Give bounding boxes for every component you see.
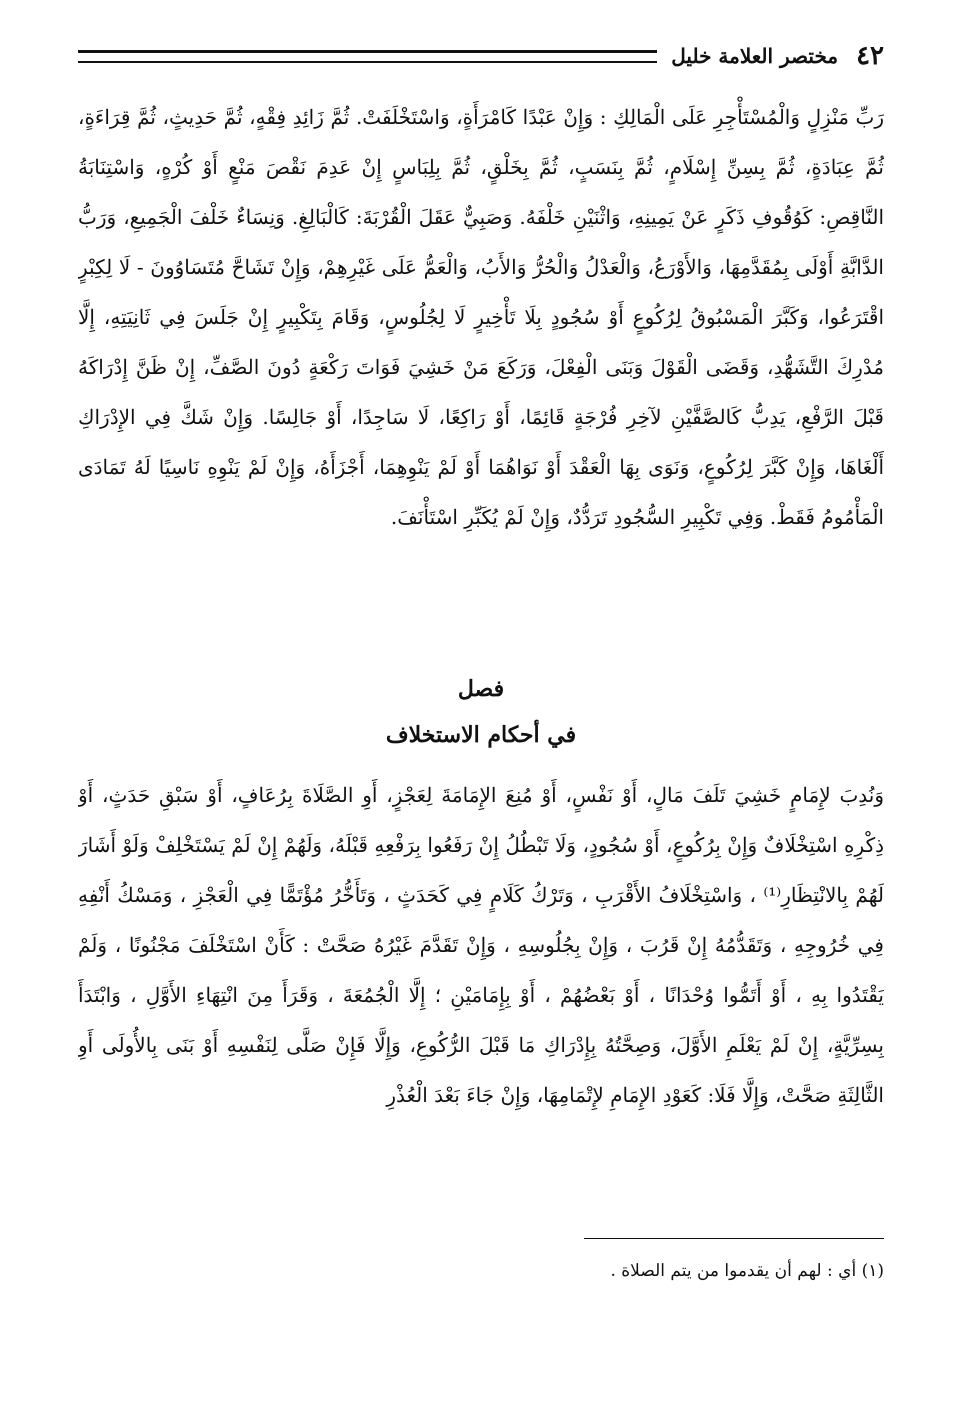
paragraph-text: رَبِّ مَنْزِلٍ وَالْمُسْتَأْجِرِ عَلَى الْمَالِكِ : وَإِنْ عَبْدًا كَامْرَأَةٍ، وَاسْتَخْلَفَتْ. ثُمَّ زَائِدِ فِقْهٍ، ثُمَّ حَدِيثٍ، ثُمَّ قِرَاءَةٍ، ثُمَّ عِبَادَةٍ، ثُمَّ بِسِنِّ إِسْلَامٍ، ثُمَّ بِنَسَبٍ، ثُمَّ بِخَلْقٍ، ثُمَّ بِلِبَاسٍ إِنْ عَدِمَ نَقْصَ مَنْعٍ أَوْ كُرْهٍ، وَاسْتِنَابَةُ النَّاقِصِ: كَوُقُوفِ ذَكَرٍ عَنْ يَمِينِهِ، وَاثْنَيْنِ خَلْفَهُ. وَصَبِيٌّ عَقَلَ الْقُرْبَةَ: كَالْبَالِغِ. وَنِسَاءٌ خَلْفَ الْجَمِيعِ، وَرَبُّ الدَّابَّةِ أَوْلَى بِمُقَدَّمِهَا، وَالأَوْرَعُ، وَالْعَدْلُ وَالْحُرُّ وَالأَبُ، وَالْعَمُّ عَلَى غَيْرِهِمْ، وَإِنْ تَشَاحَّ مُتَسَاوُونَ - لَا لِكِبْرٍ اقْتَرَعُوا، وَكَبَّرَ الْمَسْبُوقُ لِرُكُوعٍ أَوْ سُجُودٍ بِلَا تَأْخِيرٍ لَا لِجُلُوسٍ، وَقَامَ بِتَكْبِيرٍ إِنْ جَلَسَ فِي ثَانِيَتِهِ، إِلَّا مُدْرِكَ التَّشَهُّدِ، وَقَضَى الْقَوْلَ وَبَنَى الْفِعْلَ، وَرَكَعَ مَنْ خَشِيَ فَوَاتَ رَكْعَةٍ دُونَ الصَّفِّ، إِنْ ظَنَّ إِدْرَاكَهُ قَبْلَ الرَّفْعِ، يَدِبُّ كَالصَّفَّيْنِ لآخِرِ فُرْجَةٍ قَائِمًا، أَوْ رَاكِعًا، لَا سَاجِدًا، أَوْ جَالِسًا. وَإِنْ شَكَّ فِي الإِدْرَاكِ أَلْغَاهَا، وَإِنْ كَبَّرَ لِرُكُوعٍ، وَنَوَى بِهَا الْعَقْدَ أَوْ نَوَاهُمَا أَوْ لَمْ يَنْوِهِمَا، أَجْزَأَهُ، وَإِنْ لَمْ يَنْوِهِ نَاسِيًا لَهُ تَمَادَى الْمَأْمُومُ فَقَطْ. وَفِي تَكْبِيرِ السُّجُودِ تَرَدُّدٌ، وَإِنْ لَمْ يُكَبِّرِ اسْتَأْنَفَ. <box>78 105 884 529</box>
page-header <box>78 38 884 74</box>
body-paragraph-1 <box>78 92 884 664</box>
page-number: ٤٢ <box>856 41 884 71</box>
paragraph-text: وَنُدِبَ لإِمَامٍ خَشِيَ تَلَفَ مَالٍ، أَوْ نَفْسٍ، أَوْ مُنِعَ الإِمَامَةَ لِعَجْزٍ، أَوِ الصَّلَاةَ بِرُعَافٍ، أَوْ سَبْقِ حَدَثٍ، أَوْ ذِكْرِهِ اسْتِخْلَافٌ وَإِنْ بِرُكُوعٍ، أَوْ سُجُودٍ، وَلَا تَبْطُلُ إِنْ رَفَعُوا بِرَفْعِهِ قَبْلَهُ، وَلَهُمْ إِنْ لَمْ يَسْتَخْلِفْ وَلَوْ أَشَارَ لَهُمْ بِالانْتِظَارِ⁽¹⁾ ، وَاسْتِخْلَافُ الأَقْرَبِ ، وَتَرْكُ كَلَامٍ فِي كَحَدَثٍ ، وَتَأَخُّرُ مُؤْتَمًّا فِي الْعَجْزِ ، وَمَسْكُ أَنْفِهِ فِي خُرُوجِهِ ، وَتَقَدُّمُهُ إِنْ قَرُبَ ، وَإِنْ بِجُلُوسِهِ ، وَإِنْ تَقَدَّمَ غَيْرُهُ صَحَّتْ : كَأَنْ اسْتَخْلَفَ مَجْنُونًا ، وَلَمْ يَقْتَدُوا بِهِ ، أَوْ أَتَمُّوا وُحْدَانًا ، أَوْ بَعْضُهُمْ ، أَوْ بِإِمَامَيْنِ ؛ إِلَّا الْجُمُعَةَ ، وَقَرَأَ مِنَ انْتِهَاءِ الأَوَّلِ ، وَابْتَدَأَ بِسِرِّيَّةٍ، إِنْ لَمْ يَعْلَمِ الأَوَّلَ، وَصِحَّتُهُ بِإِدْرَاكِ مَا قَبْلَ الرُّكُوعِ، وَإِلَّا فَإِنْ صَلَّى لِنَفْسِهِ أَوْ بَنَى بِالأُولَى أَوِ الثَّالِثَةِ صَحَّتْ، وَإِلَّا فَلَا: كَعَوْدِ الإِمَامِ لإِتْمَامِهَا، وَإِنْ جَاءَ بَعْدَ الْعُذْرِ <box>78 783 884 1107</box>
body-paragraph-2 <box>78 770 884 1210</box>
section-label: فصل <box>457 676 505 702</box>
footnote: (١) أي : لهم أن يقدموا من يتم الصلاة . <box>610 1261 884 1281</box>
footnote-separator <box>584 1238 884 1239</box>
section-title: في أحكام الاستخلاف <box>385 722 577 748</box>
header-rule <box>78 50 657 63</box>
running-title: مختصر العلامة خليل <box>671 44 839 68</box>
